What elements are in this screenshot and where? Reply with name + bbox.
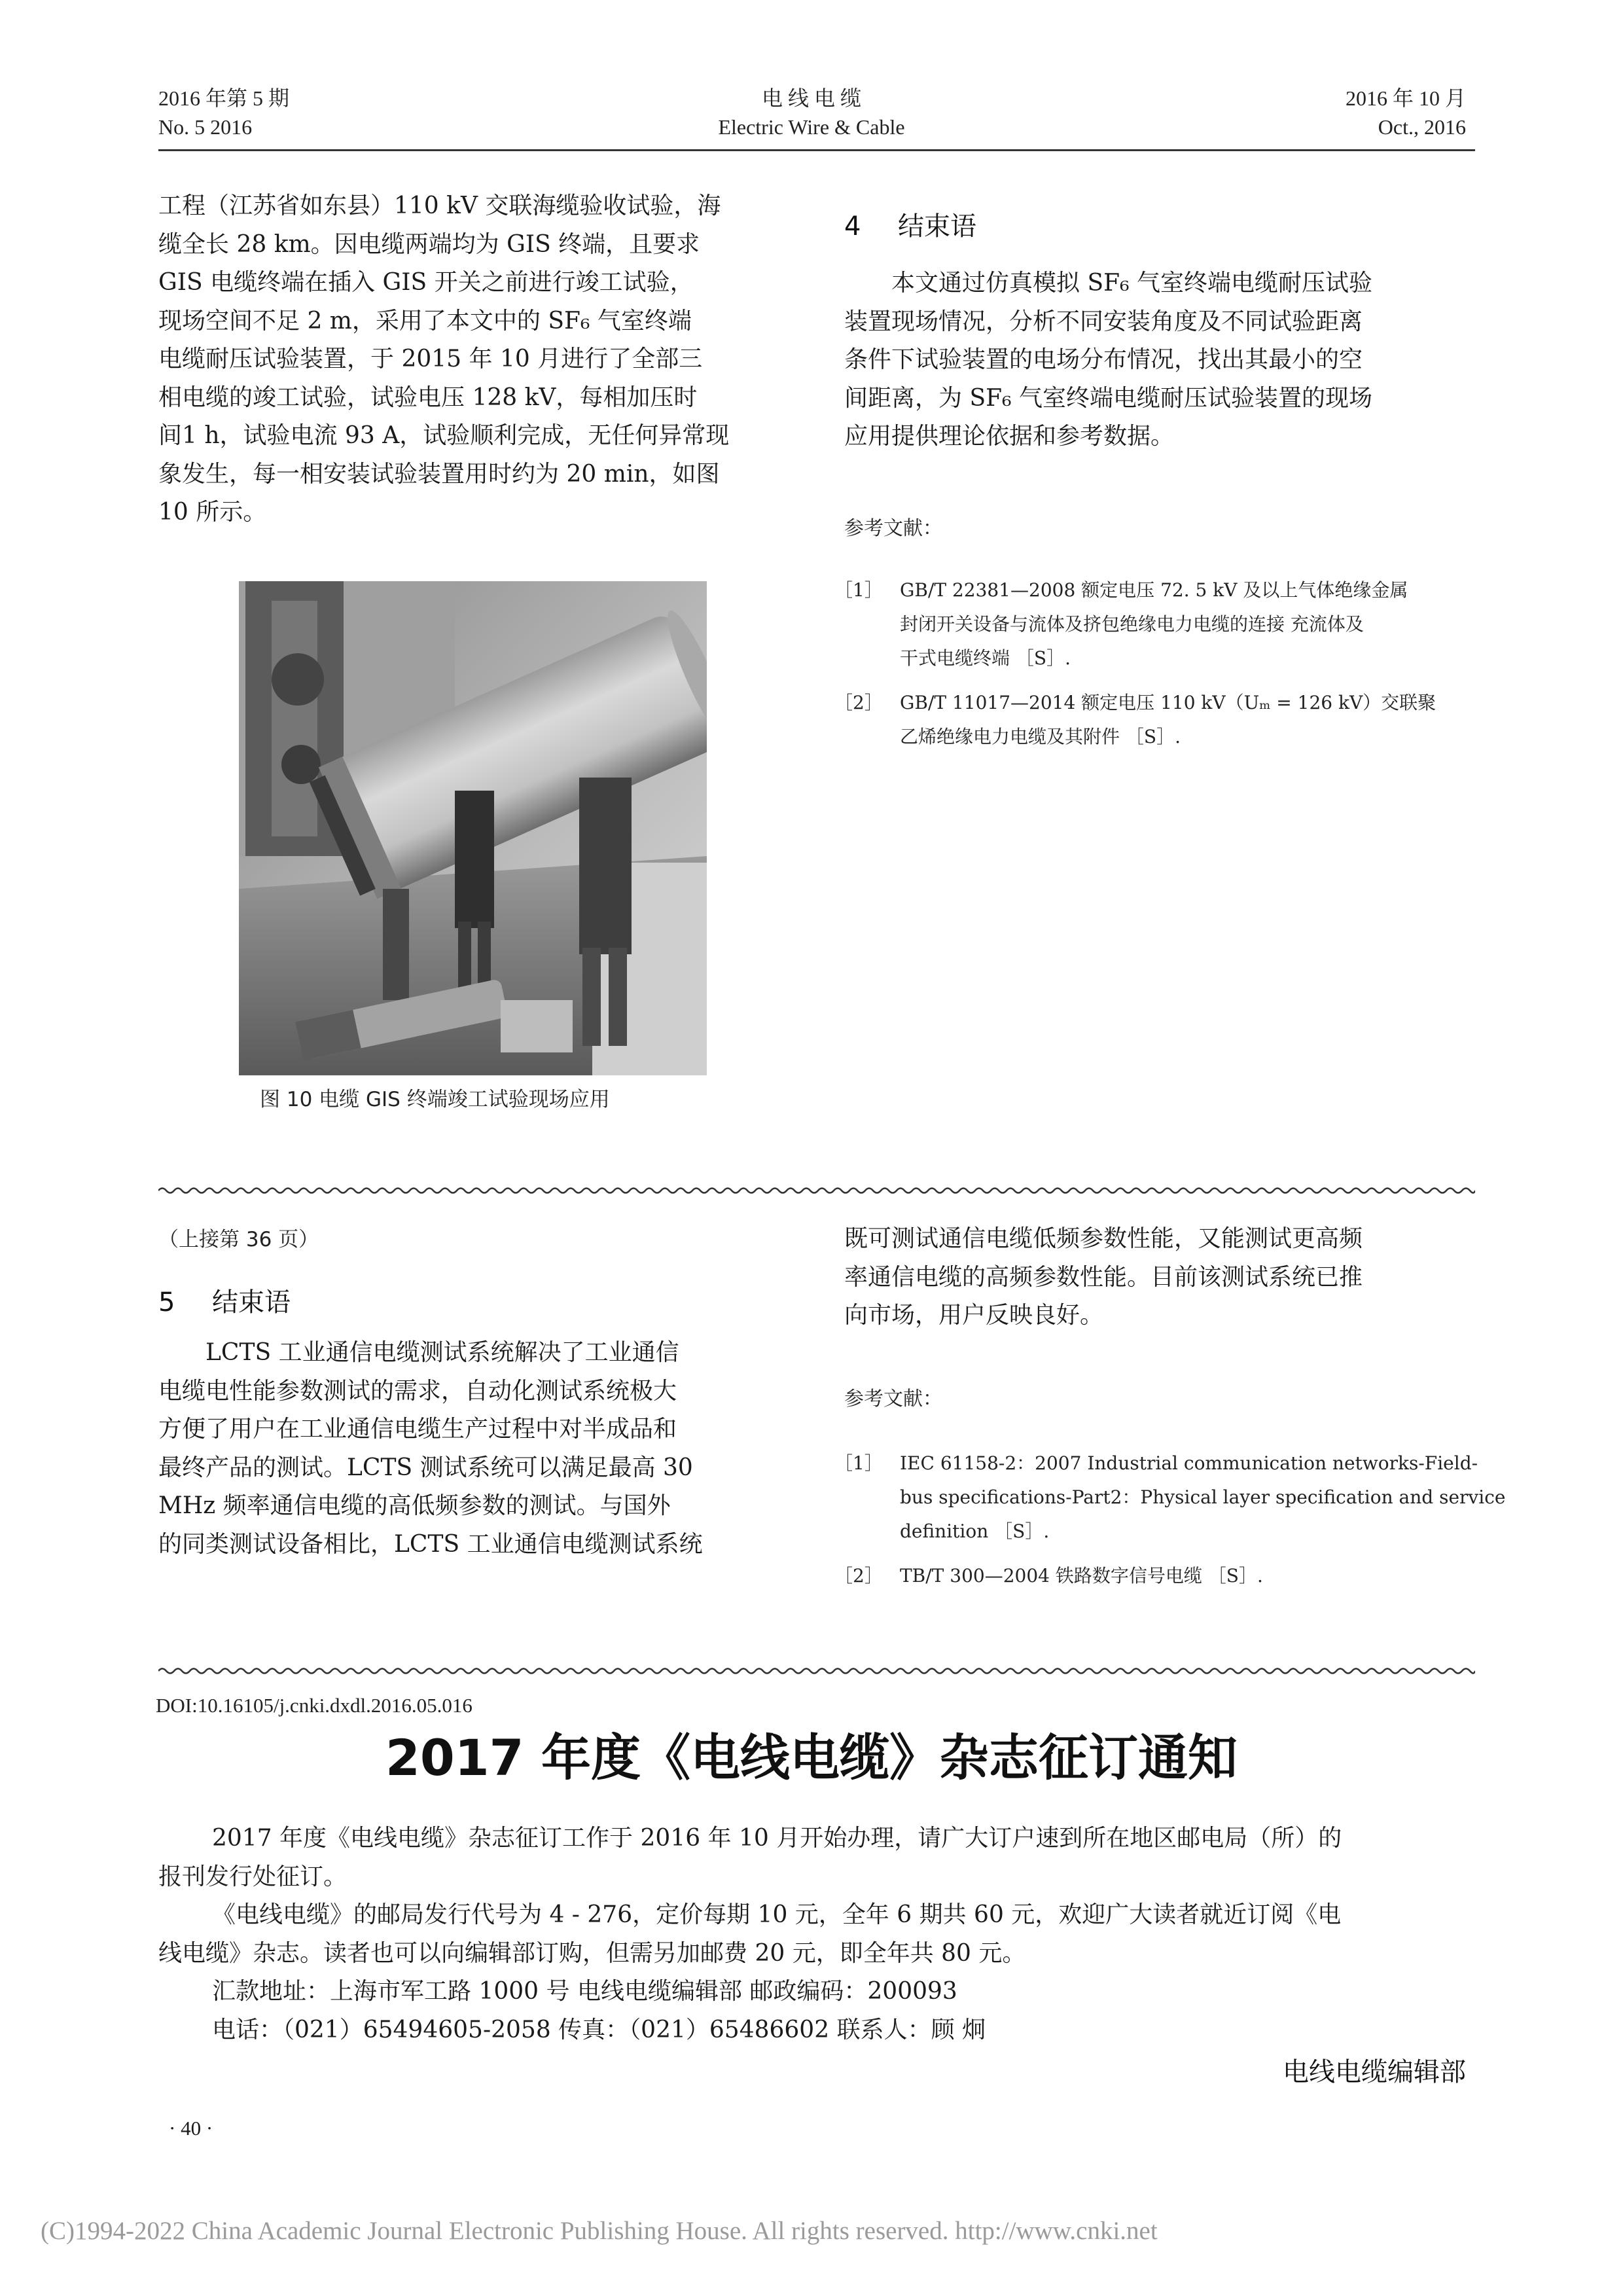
header-journal: [681, 84, 942, 141]
reference-tag: ［1］: [834, 579, 883, 601]
text-line: 10 所示。: [158, 499, 267, 526]
text-line: 应用提供理论依据和参考数据。: [844, 423, 1175, 450]
notice-address: 汇款地址：上海市军工路 1000 号 电线电缆编辑部 邮政编码：200093: [212, 1978, 957, 2005]
reference-item: [834, 1446, 1506, 1549]
header-date: [1346, 84, 1466, 141]
text-line: 电缆电性能参数测试的需求，自动化测试系统极大: [158, 1377, 677, 1405]
reference-line: IEC 61158-2：2007 Industrial communication networks-Field-: [900, 1452, 1478, 1474]
reference-tag: ［2］: [834, 692, 883, 713]
figure-10-caption: 图 10 电缆 GIS 终端竣工试验现场应用: [260, 1088, 610, 1111]
text-line: 缆全长 28 km。因电缆两端均为 GIS 终端，且要求: [158, 230, 700, 258]
header-issue: [158, 84, 289, 141]
text-line: 间1 h，试验电流 93 A，试验顺利完成，无任何异常现: [158, 422, 730, 449]
text-line: 现场空间不足 2 m，采用了本文中的 SF₆ 气室终端: [158, 307, 692, 334]
header-issue-en: No. 5 2016: [158, 115, 253, 139]
notice-line: 报刊发行处征订。: [158, 1863, 348, 1890]
notice-contact: 电话：（021）65494605-2058 传真：（021）65486602 联系人：顾 炯: [212, 2016, 986, 2043]
text-line: 电缆耐压试验装置，于 2015 年 10 月进行了全部三: [158, 346, 703, 372]
header-issue-cn: 2016 年第 5 期: [158, 86, 290, 110]
notice-body: [158, 1820, 1475, 2049]
header-journal-en: Electric Wire & Cable: [718, 115, 905, 139]
wavy-divider: [158, 1186, 1475, 1195]
reference-item: [834, 686, 1476, 754]
text-line: 间距离，为 SF₆ 气室终端电缆耐压试验装置的现场: [844, 384, 1372, 412]
header-date-en: Oct., 2016: [1378, 115, 1466, 139]
article2-left-text: [158, 1334, 790, 1564]
reference-tag: ［2］: [834, 1565, 883, 1587]
reference-line: TB/T 300—2004 铁路数字信号电缆 ［S］.: [900, 1565, 1263, 1587]
reference-line: definition ［S］.: [900, 1520, 1050, 1542]
doi-line: DOI:10.16105/j.cnki.dxdl.2016.05.016: [156, 1694, 473, 1717]
notice-line: 线电缆》杂志。读者也可以向编辑部订购，但需另加邮费 20 元，即全年共 80 元。: [158, 1939, 1026, 1967]
text-line: 象发生，每一相安装试验装置用时约为 20 min，如图: [158, 460, 720, 488]
text-line: 条件下试验装置的电场分布情况，找出其最小的空: [844, 346, 1363, 373]
notice-line: 2017 年度《电线电缆》杂志征订工作于 2016 年 10 月开始办理，请广大订户速到所在地区邮电局（所）的: [212, 1825, 1342, 1852]
reference-line: GB/T 22381—2008 额定电压 72. 5 kV 及以上气体绝缘金属: [900, 579, 1408, 601]
continued-note: （上接第 36 页）: [158, 1228, 319, 1251]
reference-tag: ［1］: [834, 1452, 883, 1474]
reference-line: 乙烯绝缘电力电缆及其附件 ［S］.: [900, 726, 1181, 747]
wavy-divider: [158, 1666, 1475, 1676]
text-line: 向市场，用户反映良好。: [844, 1302, 1104, 1329]
section-4-heading: [844, 208, 976, 245]
header-rule: [158, 149, 1475, 151]
notice-signature: 电线电缆编辑部: [1283, 2057, 1466, 2087]
header-journal-cn: 电 线 电 缆: [761, 86, 861, 110]
text-line: 的同类测试设备相比，LCTS 工业通信电缆测试系统: [158, 1530, 703, 1558]
references-heading: 参考文献：: [844, 517, 942, 540]
text-line: 本文通过仿真模拟 SF₆ 气室终端电缆耐压试验: [891, 270, 1372, 296]
text-line: 装置现场情况，分析不同安装角度及不同试验距离: [844, 308, 1363, 335]
text-line: 率通信电缆的高频参数性能。目前该测试系统已推: [844, 1263, 1363, 1291]
gis-termination-photo: [239, 581, 707, 1075]
notice-title: 2017 年度《电线电缆》杂志征订通知: [385, 1729, 1238, 1787]
section-title: 结束语: [212, 1287, 291, 1318]
text-line: 工程（江苏省如东县）110 kV 交联海缆验收试验，海: [158, 192, 721, 219]
figure-10-photo: [239, 581, 707, 1075]
reference-line: GB/T 11017—2014 额定电压 110 kV（Uₘ = 126 kV）交联聚: [900, 692, 1436, 713]
reference-line: bus specifications-Part2：Physical layer specification and service: [900, 1486, 1506, 1508]
reference-line: 干式电缆终端 ［S］.: [900, 647, 1071, 669]
section-5-heading: [158, 1284, 291, 1321]
text-line: GIS 电缆终端在插入 GIS 开关之前进行竣工试验，: [158, 269, 694, 296]
section-number: 4: [844, 211, 861, 242]
text-line: 既可测试通信电缆低频参数性能，又能测试更高频: [844, 1225, 1363, 1252]
reference-item: [834, 1559, 1476, 1593]
article1-right-text: [844, 264, 1476, 456]
text-line: 最终产品的测试。LCTS 测试系统可以满足最高 30: [158, 1454, 693, 1481]
header-date-cn: 2016 年 10 月: [1345, 86, 1466, 110]
text-line: 方便了用户在工业通信电缆生产过程中对半成品和: [158, 1416, 677, 1443]
notice-line: 《电线电缆》的邮局发行代号为 4 - 276，定价每期 10 元，全年 6 期共 60 元，欢迎广大读者就近订阅《电: [212, 1901, 1342, 1928]
references-heading: 参考文献：: [844, 1388, 942, 1410]
reference-item: [834, 573, 1476, 675]
copyright-watermark: (C)1994-2022 China Academic Journal Electronic Publishing House. All rights reserved. http://www.cnki.net: [41, 2217, 1158, 2245]
reference-line: 封闭开关设备与流体及挤包绝缘电力电缆的连接 充流体及: [900, 613, 1364, 635]
article1-left-text: [158, 187, 790, 532]
text-line: MHz 频率通信电缆的高低频参数的测试。与国外: [158, 1492, 671, 1519]
section-title: 结束语: [898, 211, 976, 242]
text-line: 相电缆的竣工试验，试验电压 128 kV，每相加压时: [158, 384, 698, 411]
article2-right-text: [844, 1220, 1476, 1335]
section-number: 5: [158, 1287, 175, 1318]
page-number: · 40 ·: [169, 2117, 213, 2140]
text-line: LCTS 工业通信电缆测试系统解决了工业通信: [205, 1339, 679, 1366]
